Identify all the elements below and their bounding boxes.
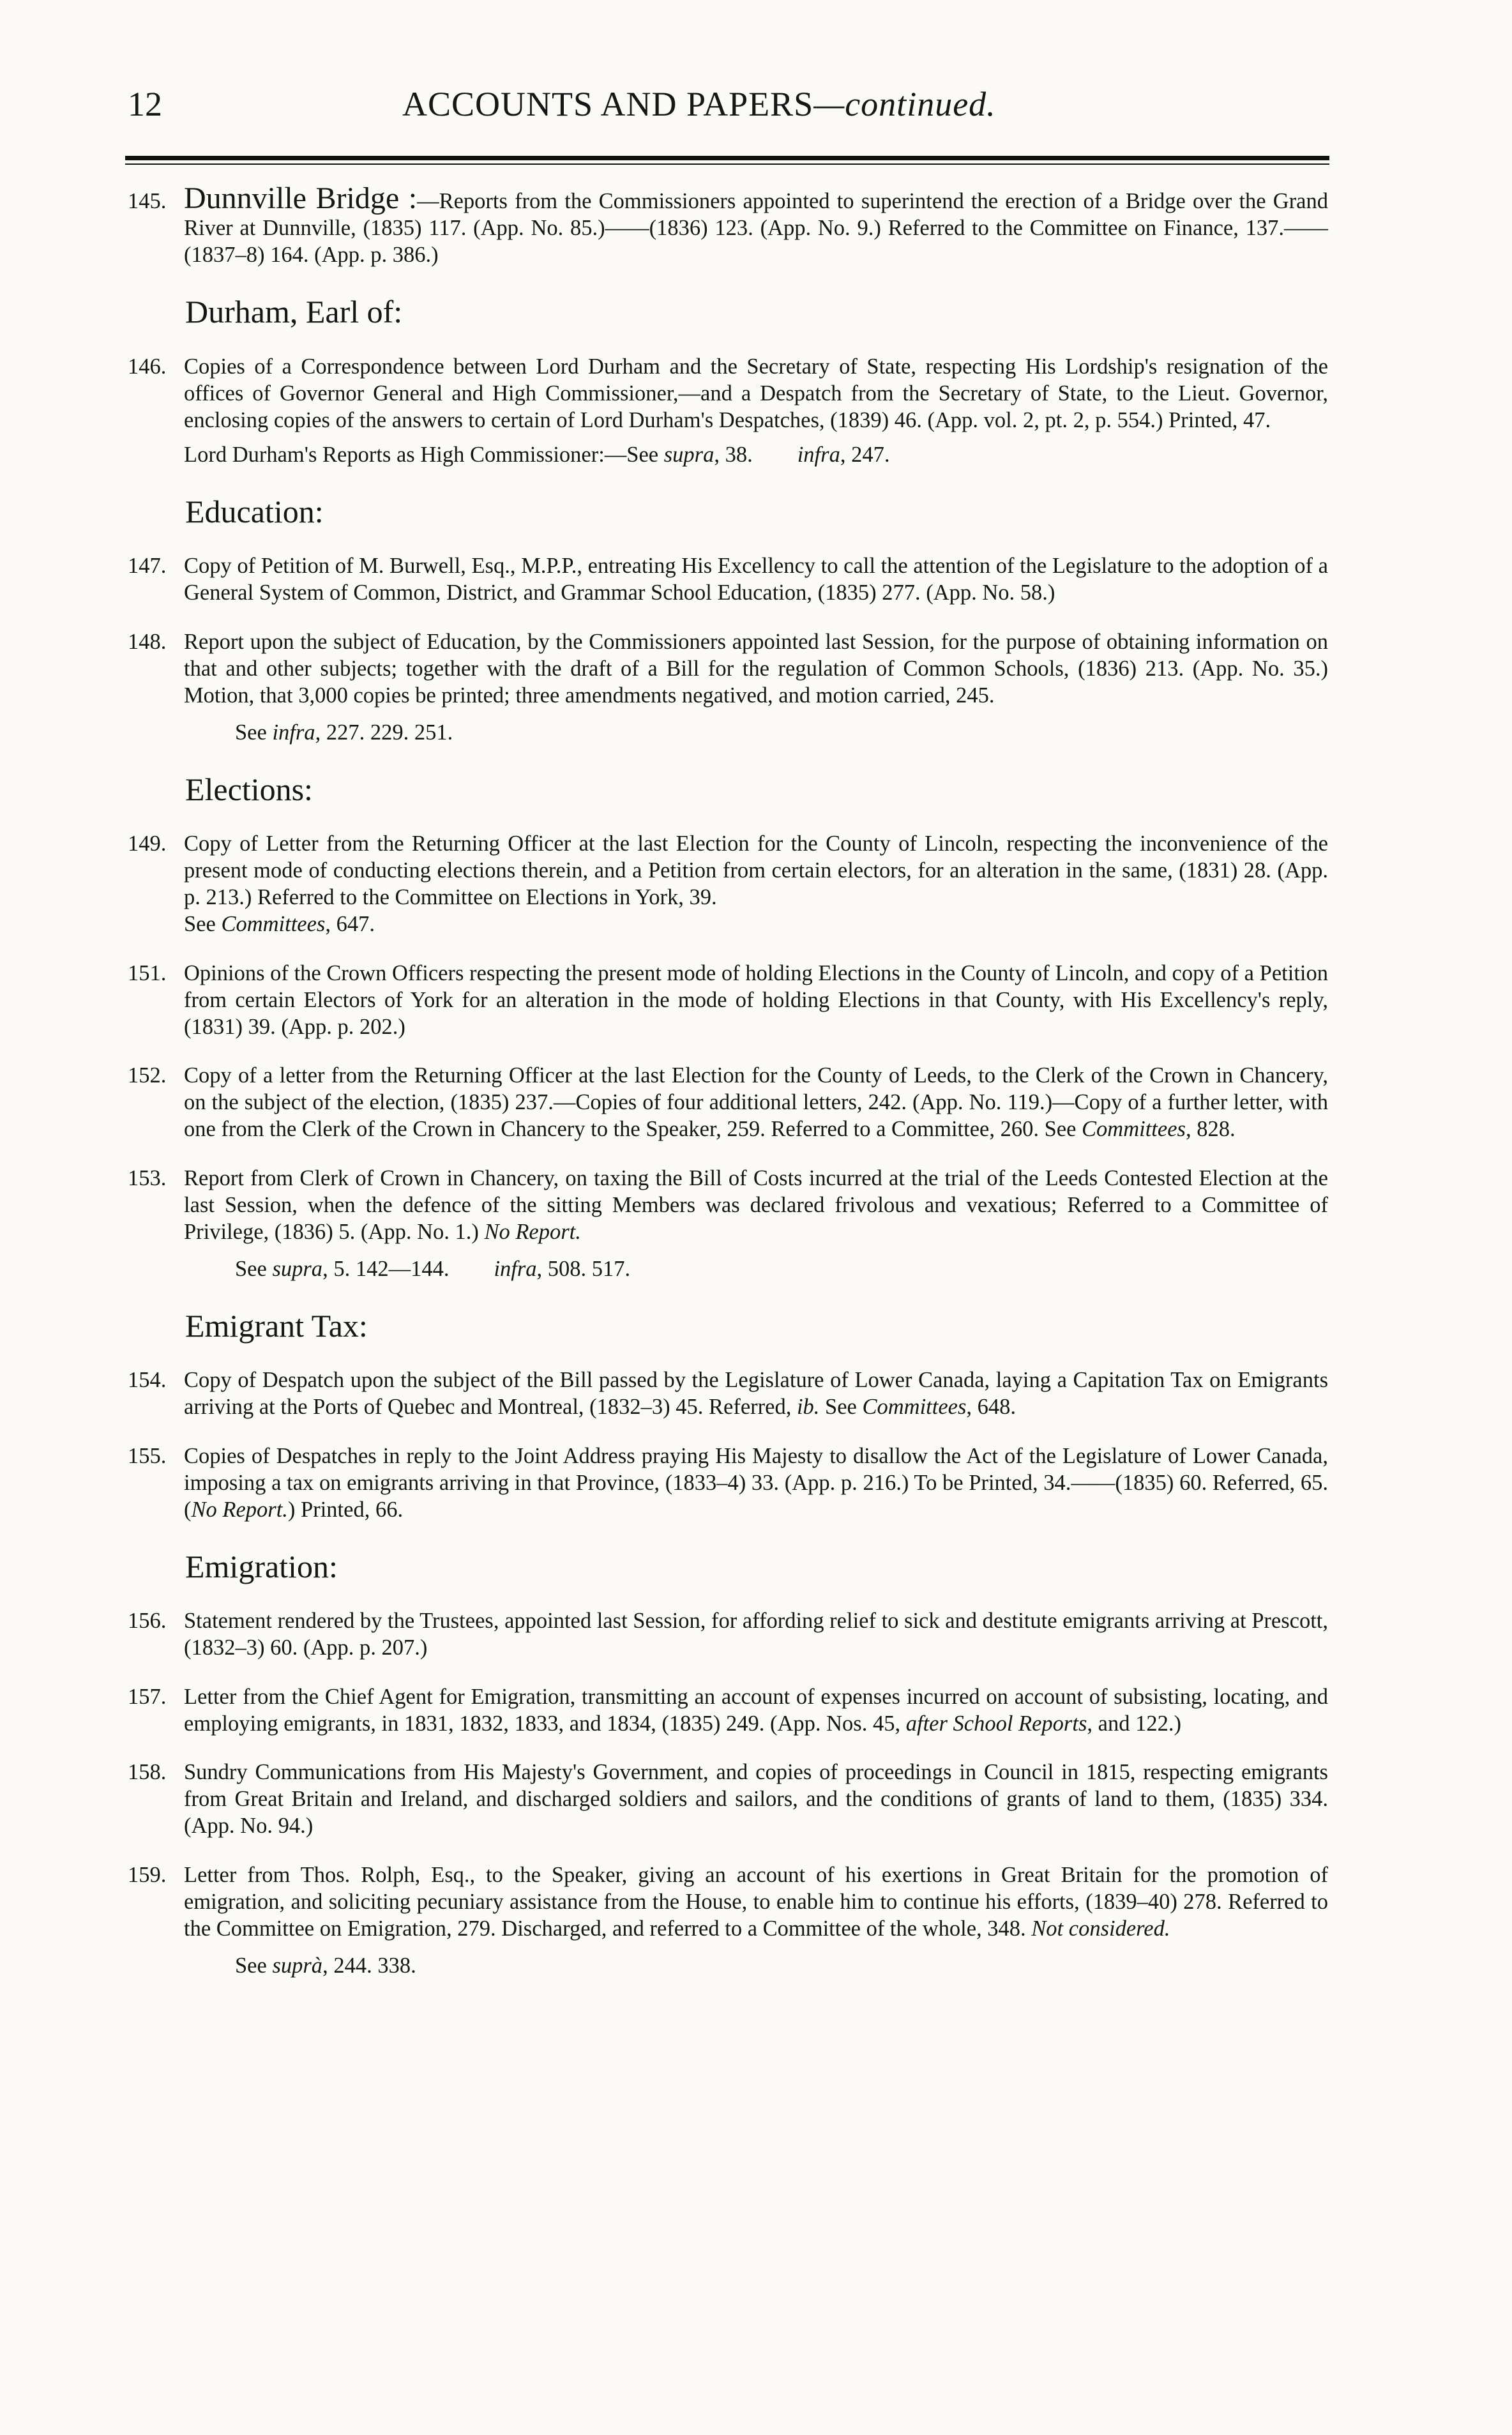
entry-text: Copies of a Correspondence between Lord Durham and the Secretary of State, respecting His Lordship's resignation of the offices of Governor General and High Commissioner,—and a Despatch from the Secretary of State, to the Lieut. Governor, enclosing copies of the answers to certain of Lord Durham's Despatches, (1839) 46. (App. vol. 2, pt. 2, p. 554.) Printed, 47.	[184, 354, 1328, 432]
entry-text: Copy of Despatch upon the subject of the Bill passed by the Legislature of Lower Canada, laying a Capitation Tax on Emigrants arriving at the Ports of Quebec and Montreal, (1832–3) 45. Referred,	[184, 1368, 1328, 1419]
entry-158	[128, 1759, 1328, 1839]
note-ref: , 247.	[840, 442, 890, 467]
section-heading-emigration: Emigration:	[185, 1548, 338, 1584]
see-committees: Committees	[221, 912, 326, 936]
page-header	[128, 84, 1328, 135]
see-refs: , 5. 142—144.	[322, 1256, 450, 1281]
entry-text: Statement rendered by the Trustees, appointed last Session, for affording relief to sick and destitute emigrants arriving at Prescott, (1832–3) 60. (App. p. 207.)	[184, 1609, 1328, 1660]
section-heading-emigrant-tax: Emigrant Tax:	[185, 1307, 368, 1344]
entry-text: Copy of Letter from the Returning Officer at the last Election for the County of Lincoln, respecting the inconvenience of the present mode of conducting elections therein, and a Petition from certain electors, for an alteration in the same, (1831) 28. (App. p. 213.) Referred to the Committee on Elections in York, 39.	[184, 831, 1328, 909]
entry-number: 151.	[128, 960, 167, 985]
entry-text: Opinions of the Crown Officers respecting the present mode of holding Elections in the County of Lincoln, and copy of a Petition from certain Electors of York for an alteration in the mode of holding Elections in that County, with His Excellency's reply, (1831) 39. (App. p. 202.)	[184, 960, 1328, 1039]
header-rule-thin	[125, 163, 1329, 165]
see-committees: Committees	[862, 1395, 967, 1419]
entry-number: 148.	[128, 629, 167, 654]
entry-159	[128, 1862, 1328, 1942]
entry-lead-title: Dunnville Bridge :	[184, 181, 418, 215]
entry-149	[128, 830, 1328, 937]
entry-number: 154.	[128, 1368, 167, 1392]
note-text: Lord Durham's Reports as High Commissioner:—See	[184, 442, 664, 467]
see-ref: , 647.	[325, 912, 375, 936]
cross-reference-durham	[128, 441, 1328, 468]
entry-number: 149.	[128, 831, 167, 856]
entry-153	[128, 1165, 1328, 1245]
see-ref: , 648.	[966, 1395, 1017, 1419]
entry-text: Copies of Despatches in reply to the Joint Address praying His Majesty to disallow the Act of the Legislature of Lower Canada, imposing a tax on emigrants arriving in that Province, (1833–4) 33. (App. p. 216.) To be Printed, 34.——(1835) 60. Referred, 65. (	[184, 1443, 1328, 1522]
entry-text: Copy of Petition of M. Burwell, Esq., M.P.P., entreating His Excellency to call the attention of the Legislature to the adoption of a General System of Common, District, and Grammar School Education, (1835) 277. (App. No. 58.)	[184, 554, 1328, 605]
entry-148	[128, 628, 1328, 709]
header-rule-thick	[125, 156, 1329, 160]
entry-152	[128, 1062, 1328, 1142]
entry-number: 159.	[128, 1862, 167, 1887]
entry-text: Report upon the subject of Education, by the Commissioners appointed last Session, for the purpose of obtaining information on that and other subjects; together with the draft of a Bill for the regulation of Common Schools, (1836) 213. (App. No. 35.) Motion, that 3,000 copies be printed; three amendments negatived, and motion carried, 245.	[184, 629, 1328, 708]
see-text: See	[235, 1256, 273, 1281]
cross-reference-elections	[128, 1255, 1328, 1282]
ibid: ib.	[796, 1395, 820, 1419]
not-considered: Not considered.	[1031, 1916, 1170, 1941]
page-number: 12	[128, 85, 162, 123]
no-report: No Report.	[191, 1497, 288, 1522]
entry-text: Copy of a letter from the Returning Officer at the last Election for the County of Leeds, to the Clerk of the Crown in Chancery, on the subject of the election, (1835) 237.—Copies of four additional letters, 242. (App. No. 119.)—Copy of a further letter, with one from the Clerk of the Crown in Chancery to the Speaker, 259. Referred to a Committee, 260. See	[184, 1063, 1328, 1141]
see-text: See	[819, 1395, 863, 1419]
entry-text: Sundry Communications from His Majesty's Government, and copies of proceedings in Council in 1815, respecting emigrants from Great Britain and Ireland, and discharged soldiers and sailors, and the conditions of grants of land to them, (1835) 334. (App. No. 94.)	[184, 1760, 1328, 1838]
see-text: See	[184, 912, 222, 936]
see-infra: infra	[272, 720, 315, 745]
see-text: See	[235, 720, 273, 745]
cross-reference-education	[128, 719, 1328, 746]
section-heading-education: Education:	[185, 493, 324, 529]
entry-text: Letter from Thos. Rolph, Esq., to the Speaker, giving an account of his exertions in Great Britain for the promotion of emigration, and soliciting pecuniary assistance from the House, to enable him to continue his efforts, (1839–40) 278. Referred to the Committee on Emigration, 279. Discharged, and referred to a Committee of the whole, 348.	[184, 1862, 1328, 1941]
note-ref: , 38.	[714, 442, 753, 467]
see-refs: , 508. 517.	[536, 1256, 631, 1281]
after-school-reports: after School Reports	[905, 1711, 1087, 1736]
note-infra: infra	[797, 442, 840, 467]
running-title	[402, 84, 996, 124]
see-text: See	[235, 1953, 273, 1978]
see-supra: suprà	[272, 1953, 323, 1978]
entry-number: 146.	[128, 354, 167, 379]
entry-156	[128, 1607, 1328, 1661]
entry-number: 153.	[128, 1165, 167, 1190]
entry-tail: , and 122.)	[1087, 1711, 1181, 1736]
see-refs: , 244. 338.	[322, 1953, 416, 1978]
see-supra: supra	[272, 1256, 323, 1281]
see-infra: infra	[494, 1256, 537, 1281]
entry-number: 147.	[128, 554, 167, 578]
entry-text: Letter from the Chief Agent for Emigration, transmitting an account of expenses incurred on account of subsisting, locating, and employing emigrants, in 1831, 1832, 1833, and 1834, (1835) 249. (App. Nos. 45,	[184, 1684, 1328, 1736]
entry-157	[128, 1683, 1328, 1737]
no-report: No Report.	[484, 1219, 581, 1244]
entry-number: 145.	[128, 189, 167, 213]
entry-tail: ) Printed, 66.	[287, 1497, 404, 1522]
entry-number: 152.	[128, 1063, 167, 1088]
entry-151	[128, 960, 1328, 1040]
entry-number: 155.	[128, 1443, 167, 1468]
entry-145	[128, 181, 1328, 268]
entry-146	[128, 353, 1328, 434]
entry-number: 157.	[128, 1684, 167, 1709]
running-title-main: ACCOUNTS AND PAPERS	[402, 85, 814, 123]
section-heading-durham: Durham, Earl of:	[185, 294, 403, 330]
entry-number: 156.	[128, 1609, 167, 1633]
entry-number: 158.	[128, 1760, 167, 1784]
cross-reference-emigration	[128, 1952, 1328, 1979]
entry-text: Report from Clerk of Crown in Chancery, on taxing the Bill of Costs incurred at the trial of the Leeds Contested Election at the last Session, when the defence of the sitting Members was declared frivolous and vexatious; Referred to a Committee of Privilege, (1836) 5. (App. No. 1.)	[184, 1165, 1328, 1244]
see-ref: , 828.	[1185, 1117, 1236, 1141]
entry-text: —Reports from the Commissioners appointed to superintend the erection of a Bridge over the Grand River at Dunnville, (1835) 117. (App. No. 85.)——(1836) 123. (App. No. 9.) Referred to the Committee on Finance, 137.——(1837–8) 164. (App. p. 386.)	[184, 189, 1328, 267]
entry-154	[128, 1367, 1328, 1420]
see-committees: Committees	[1082, 1117, 1186, 1141]
note-supra: supra	[663, 442, 714, 467]
running-title-continued: —continued.	[813, 85, 996, 123]
entry-147	[128, 552, 1328, 606]
see-refs: , 227. 229. 251.	[315, 720, 453, 745]
page-content	[128, 181, 1328, 1991]
entry-155	[128, 1443, 1328, 1523]
section-heading-elections: Elections:	[185, 771, 313, 807]
